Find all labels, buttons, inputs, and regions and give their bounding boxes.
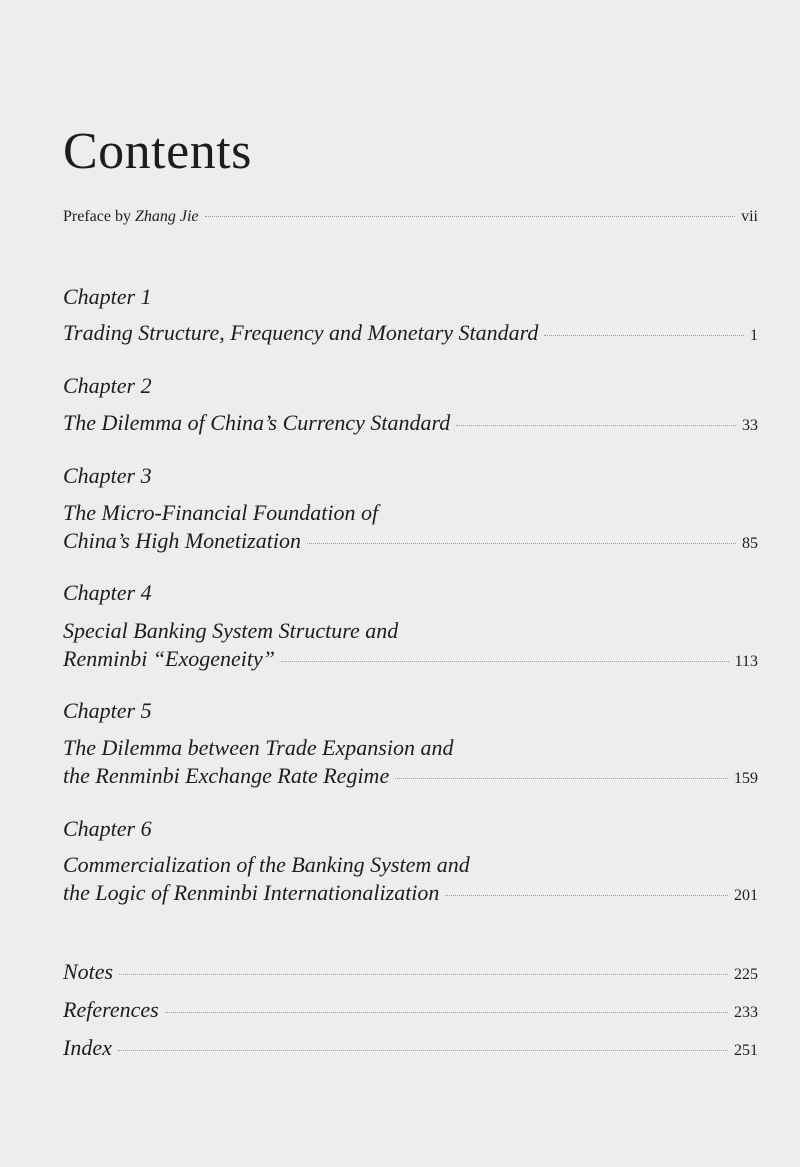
- toc-entry-chapter-3[interactable]: [63, 499, 758, 558]
- chapter-3-title-line-1: The Micro-Financial Foundation of: [63, 500, 379, 525]
- page-number: 113: [734, 653, 758, 670]
- chapter-1-label: Chapter 1: [63, 284, 152, 309]
- page-number: 225: [734, 966, 758, 983]
- page-number: vii: [741, 208, 758, 225]
- chapter-1-title: Trading Structure, Frequency and Monetary Standard: [63, 320, 539, 345]
- chapter-6-title-line-2: the Logic of Renminbi Internationalization: [63, 880, 440, 905]
- toc-entry-references[interactable]: [63, 997, 758, 1023]
- chapter-4-title-line-2: Renminbi “Exogeneity”: [63, 646, 276, 671]
- chapter-5-title-line-2: the Renminbi Exchange Rate Regime: [63, 763, 390, 788]
- chapter-4-title-line-1: Special Banking System Structure and: [63, 618, 399, 643]
- toc-entry-chapter-6[interactable]: [63, 851, 758, 910]
- toc-entry-notes[interactable]: [63, 959, 758, 985]
- page-number: 233: [734, 1004, 758, 1021]
- page-title: Contents: [63, 123, 252, 180]
- chapter-2-title: The Dilemma of China’s Currency Standard: [63, 410, 451, 435]
- dot-leader: [165, 1012, 728, 1013]
- dot-leader: [445, 895, 728, 896]
- notes-label: Notes: [63, 959, 114, 984]
- chapter-3-label: Chapter 3: [63, 463, 152, 488]
- dot-leader: [307, 543, 736, 544]
- dot-leader: [205, 216, 736, 217]
- toc-entry-index[interactable]: [63, 1035, 758, 1061]
- preface-label: Preface by: [63, 208, 135, 225]
- toc-entry-chapter-2[interactable]: [63, 409, 758, 440]
- toc-entry-preface[interactable]: [63, 208, 758, 226]
- dot-leader: [119, 974, 728, 975]
- page-number: 33: [742, 417, 758, 434]
- dot-leader: [456, 425, 736, 426]
- page-number: 1: [750, 327, 758, 344]
- references-label: References: [63, 997, 159, 1022]
- page-number: 251: [734, 1042, 758, 1059]
- chapter-6-label: Chapter 6: [63, 816, 152, 841]
- preface-author: Zhang Jie: [134, 208, 199, 225]
- page-number: 85: [742, 535, 758, 552]
- dot-leader: [118, 1050, 728, 1051]
- dot-leader: [281, 661, 729, 662]
- chapter-4-label: Chapter 4: [63, 580, 152, 605]
- chapter-3-title-line-2: China’s High Monetization: [63, 528, 301, 553]
- toc-entry-chapter-1[interactable]: [63, 319, 758, 350]
- page-number: 201: [734, 887, 758, 904]
- toc-entry-chapter-4[interactable]: [63, 617, 758, 676]
- dot-leader: [395, 778, 728, 779]
- chapter-6-title-line-1: Commercialization of the Banking System and: [63, 852, 470, 877]
- chapter-5-label: Chapter 5: [63, 698, 152, 723]
- dot-leader: [544, 335, 744, 336]
- toc-entry-chapter-5[interactable]: [63, 734, 758, 793]
- index-label: Index: [63, 1035, 112, 1060]
- chapter-5-title-line-1: The Dilemma between Trade Expansion and: [63, 735, 454, 760]
- page-number: 159: [734, 770, 758, 787]
- chapter-2-label: Chapter 2: [63, 373, 152, 398]
